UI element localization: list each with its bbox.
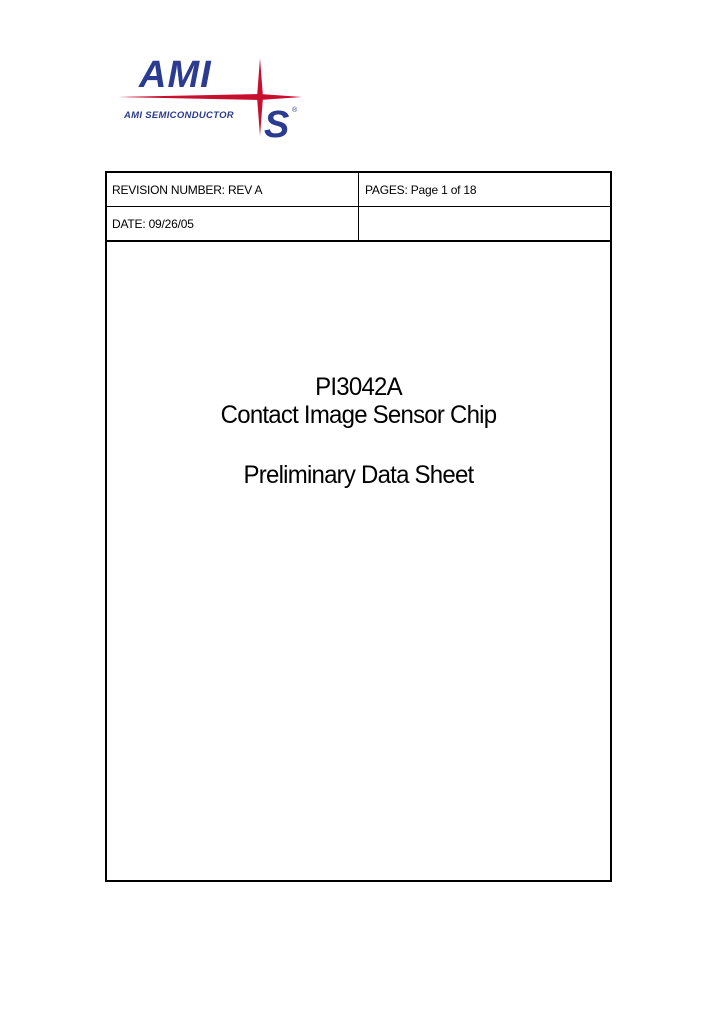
- revision-number: REVISION NUMBER: REV A: [107, 173, 359, 206]
- logo-suffix-text: S: [264, 104, 290, 142]
- title-block: [107, 373, 610, 489]
- logo-tagline: AMI SEMICONDUCTOR: [124, 110, 234, 121]
- header-row-revision: [107, 173, 610, 207]
- registered-mark: ®: [292, 107, 298, 114]
- logo-brand-text: AMI: [139, 54, 212, 96]
- header-row-date: [107, 207, 610, 242]
- company-logo: [112, 50, 312, 142]
- page-count: PAGES: Page 1 of 18: [365, 183, 477, 197]
- document-frame: [105, 171, 612, 882]
- document-type: Preliminary Data Sheet: [243, 461, 474, 489]
- product-name: Contact Image Sensor Chip: [220, 401, 497, 429]
- document-date: DATE: 09/26/05: [107, 207, 359, 240]
- part-number: PI3042A: [315, 373, 402, 401]
- empty-cell: [359, 207, 610, 240]
